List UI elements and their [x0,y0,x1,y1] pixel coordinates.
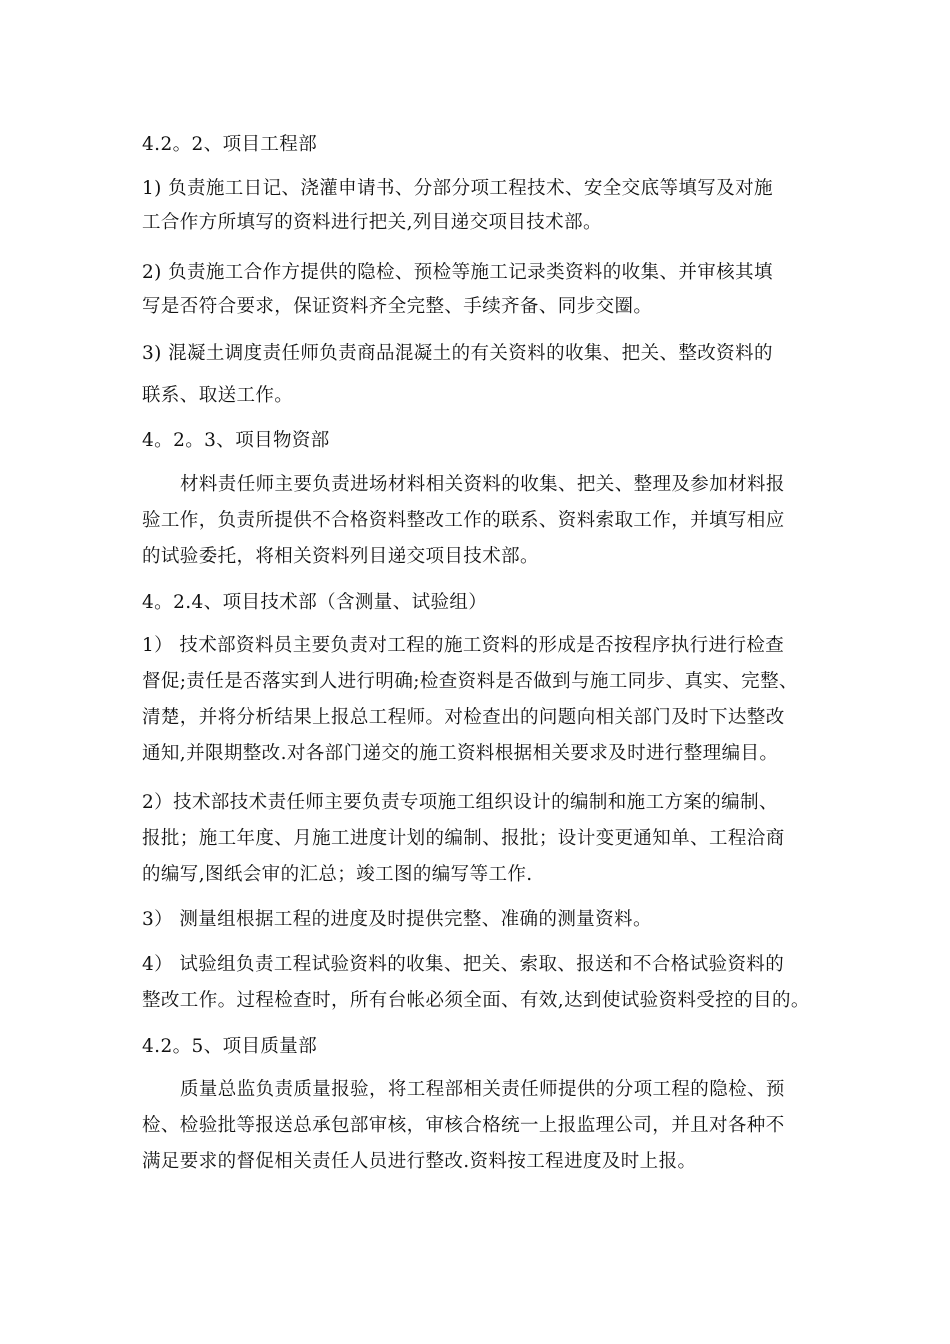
paragraph-line: 1） 技术部资料员主要负责对工程的施工资料的形成是否按程序执行进行检查 [142,635,785,656]
paragraph-line: 4） 试验组负责工程试验资料的收集、把关、索取、报送和不合格试验资料的 [142,954,785,975]
paragraph-line: 3） 测量组根据工程的进度及时提供完整、准确的测量资料。 [142,909,652,930]
paragraph-line: 验工作，负责所提供不合格资料整改工作的联系、资料索取工作，并填写相应 [142,510,785,531]
paragraph-line: 2) 负责施工合作方提供的隐检、预检等施工记录类资料的收集、并审核其填 [142,262,773,283]
paragraph-line: 工合作方所填写的资料进行把关,列目递交项目技术部。 [142,212,602,233]
paragraph-line: 的编写,图纸会审的汇总；竣工图的编写等工作. [142,864,533,885]
paragraph-line: 通知,并限期整改.对各部门递交的施工资料根据相关要求及时进行整理编目。 [142,743,779,764]
paragraph-line: 1) 负责施工日记、浇灌申请书、分部分项工程技术、安全交底等填写及对施 [142,178,773,199]
paragraph-line: 报批；施工年度、月施工进度计划的编制、报批；设计变更通知单、工程洽商 [142,828,785,849]
paragraph-line: 2）技术部技术责任师主要负责专项施工组织设计的编制和施工方案的编制、 [142,792,778,813]
paragraph-line: 写是否符合要求，保证资料齐全完整、手续齐备、同步交圈。 [142,296,653,317]
section-heading: 4。2.4、项目技术部（含测量、试验组） [142,592,488,613]
paragraph-line: 整改工作。过程检查时，所有台帐必须全面、有效,达到使试验资料受控的目的。 [142,990,810,1011]
section-heading: 4.2。2、项目工程部 [142,134,318,155]
paragraph-line: 材料责任师主要负责进场材料相关资料的收集、把关、整理及参加材料报 [180,474,785,495]
paragraph-line: 清楚，并将分析结果上报总工程师。对检查出的问题向相关部门及时下达整改 [142,707,785,728]
paragraph-line: 联系、取送工作。 [142,385,294,406]
paragraph-line: 质量总监负责质量报验，将工程部相关责任师提供的分项工程的隐检、预 [180,1079,785,1100]
paragraph-line: 督促;责任是否落实到人进行明确;检查资料是否做到与施工同步、真实、完整、 [142,671,798,692]
section-heading: 4.2。5、项目质量部 [142,1036,318,1057]
paragraph-line: 检、检验批等报送总承包部审核，审核合格统一上报监理公司，并且对各种不 [142,1115,785,1136]
paragraph-line: 满足要求的督促相关责任人员进行整改.资料按工程进度及时上报。 [142,1151,697,1172]
paragraph-line: 的试验委托，将相关资料列目递交项目技术部。 [142,546,539,567]
paragraph-line: 3) 混凝土调度责任师负责商品混凝土的有关资料的收集、把关、整改资料的 [142,343,773,364]
section-heading: 4。2。3、项目物资部 [142,430,330,451]
